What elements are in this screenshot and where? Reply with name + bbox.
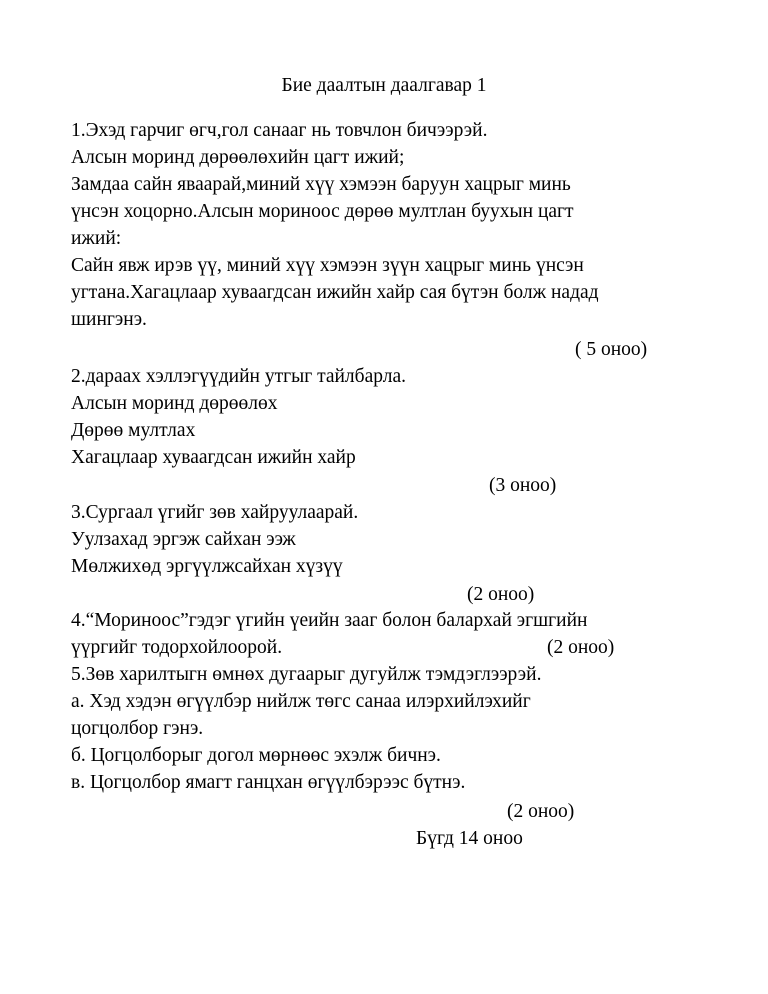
q2-text-line: Хагацлаар хуваагдсан ижийн хайр — [71, 447, 356, 468]
q1-text-line: Замдаа сайн яваарай,миний хүү хэмээн баруун хацрыг минь — [71, 174, 571, 195]
q5-option: цогцолбор гэнэ. — [71, 718, 204, 739]
q3-text-line: Мөлжихөд эргүүлжсайхан хүзүү — [71, 556, 343, 577]
q3-text-line: Уулзахад эргэж сайхан ээж — [71, 529, 296, 550]
q1-prompt: 1.Эхэд гарчиг өгч,гол санааг нь товчлон бичээрэй. — [71, 120, 488, 141]
total-points: Бүгд 14 оноо — [416, 828, 523, 849]
q1-text-line: угтана.Хагацлаар хуваагдсан ижийн хайр сая бүтэн болж надад — [71, 282, 599, 303]
q1-text-line: Сайн явж ирэв үү, миний хүү хэмээн зүүн хацрыг минь үнсэн — [71, 255, 584, 276]
q2-points: (3 оноо) — [489, 475, 557, 496]
q3-points: (2 оноо) — [467, 584, 535, 605]
q1-text-line: ижий: — [71, 228, 122, 249]
q2-text-line: Алсын моринд дөрөөлөх — [71, 393, 278, 414]
q1-points: ( 5 оноо) — [575, 339, 648, 360]
q1-text-line: Алсын моринд дөрөөлөхийн цагт ижий; — [71, 147, 405, 168]
q5-points: (2 оноо) — [507, 801, 575, 822]
q4-line-1: 4.“Мориноос”гэдэг үгийн үеийн зааг болон балархай эгшгийн — [71, 610, 588, 631]
q2-text-line: Дөрөө мултлах — [71, 420, 196, 441]
q2-prompt: 2.дараах хэллэгүүдийн утгыг тайлбарла. — [71, 366, 406, 387]
q4-line-2: үүргийг тодорхойлоорой. — [71, 637, 283, 658]
q5-option: а. Хэд хэдэн өгүүлбэр нийлж төгс санаа илэрхийлэхийг — [71, 691, 531, 712]
q4-points: (2 оноо) — [547, 637, 615, 658]
q5-prompt: 5.Зөв харилтыгн өмнөх дугаарыг дугуйлж тэмдэглээрэй. — [71, 664, 542, 685]
q3-prompt: 3.Сургаал үгийг зөв хайруулаарай. — [71, 502, 359, 523]
document-title: Бие даалтын даалгавар 1 — [281, 75, 487, 96]
q1-text-line: шингэнэ. — [71, 309, 147, 330]
q5-option: в. Цогцолбор ямагт ганцхан өгүүлбэрээс бүтнэ. — [71, 772, 466, 793]
q5-option: б. Цогцолборыг догол мөрнөөс эхэлж бичнэ. — [71, 745, 441, 766]
q1-text-line: үнсэн хоцорно.Алсын мориноос дөрөө мултлан буухын цагт — [71, 201, 574, 222]
